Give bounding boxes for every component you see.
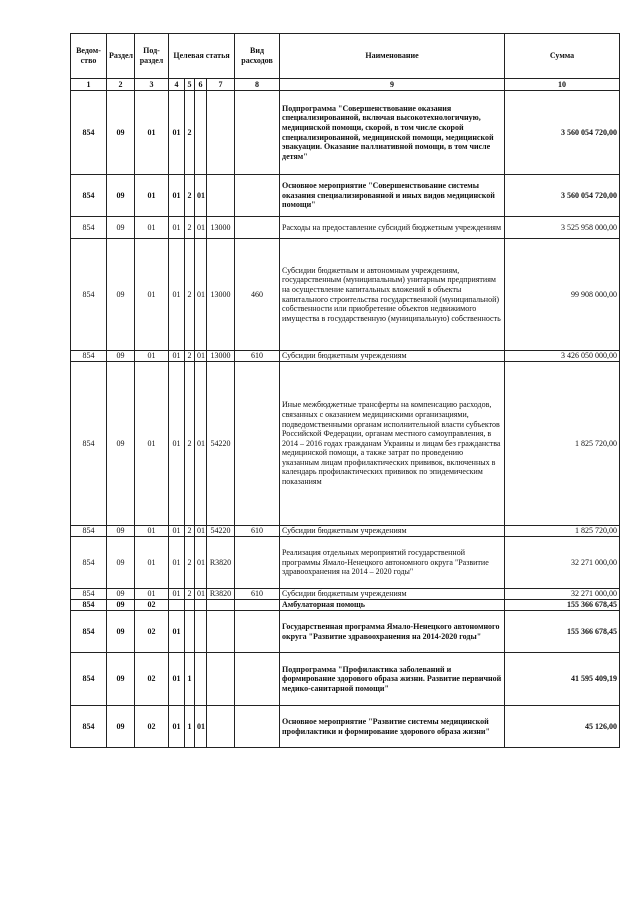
column-number-cell: 5 xyxy=(185,79,195,91)
column-number-cell: 9 xyxy=(280,79,505,91)
target-code-part3-cell: 01 xyxy=(195,706,207,748)
target-code-part3-cell xyxy=(195,600,207,611)
podrazdel-cell: 01 xyxy=(135,91,169,175)
table-row xyxy=(71,706,620,748)
vedomstvo-cell: 854 xyxy=(71,351,107,362)
target-code-part3-cell xyxy=(195,611,207,653)
vedomstvo-cell: 854 xyxy=(71,91,107,175)
razdel-cell: 09 xyxy=(107,362,135,526)
vedomstvo-cell: 854 xyxy=(71,589,107,600)
vedomstvo-cell: 854 xyxy=(71,537,107,589)
target-code-part1-cell: 01 xyxy=(169,706,185,748)
target-code-part4-cell xyxy=(207,600,235,611)
column-number-cell: 2 xyxy=(107,79,135,91)
razdel-cell: 09 xyxy=(107,537,135,589)
target-code-part1-cell: 01 xyxy=(169,351,185,362)
header-row xyxy=(71,34,620,79)
summa-cell: 155 366 678,45 xyxy=(505,600,620,611)
vedomstvo-cell: 854 xyxy=(71,239,107,351)
column-numbers-row xyxy=(71,79,620,91)
podrazdel-cell: 02 xyxy=(135,706,169,748)
table-body xyxy=(71,91,620,748)
razdel-cell: 09 xyxy=(107,526,135,537)
target-code-part2-cell: 2 xyxy=(185,362,195,526)
target-code-part4-cell xyxy=(207,611,235,653)
razdel-cell: 09 xyxy=(107,589,135,600)
summa-cell: 3 525 958 000,00 xyxy=(505,217,620,239)
target-code-part4-cell: 54220 xyxy=(207,362,235,526)
target-code-part2-cell: 2 xyxy=(185,351,195,362)
target-code-part4-cell: 13000 xyxy=(207,239,235,351)
razdel-cell: 09 xyxy=(107,175,135,217)
header-summa: Сумма xyxy=(505,34,620,79)
target-code-part3-cell xyxy=(195,91,207,175)
target-code-part2-cell: 2 xyxy=(185,239,195,351)
target-code-part4-cell xyxy=(207,175,235,217)
target-code-part3-cell: 01 xyxy=(195,537,207,589)
header-vid-rashodov: Вид расходов xyxy=(235,34,280,79)
target-code-part3-cell xyxy=(195,653,207,706)
summa-cell: 155 366 678,45 xyxy=(505,611,620,653)
column-number-cell: 3 xyxy=(135,79,169,91)
target-code-part4-cell xyxy=(207,653,235,706)
budget-table xyxy=(70,33,620,748)
podrazdel-cell: 01 xyxy=(135,589,169,600)
summa-cell: 3 560 054 720,00 xyxy=(505,91,620,175)
table-row xyxy=(71,653,620,706)
target-code-part4-cell: 54220 xyxy=(207,526,235,537)
razdel-cell: 09 xyxy=(107,351,135,362)
target-code-part3-cell: 01 xyxy=(195,589,207,600)
target-code-part1-cell: 01 xyxy=(169,362,185,526)
naimenovanie-cell: Реализация отдельных мероприятий государственной программы Ямало-Ненецкого автономного округа "Развитие здравоохранения на 2014 – 2020 годы" xyxy=(280,537,505,589)
vedomstvo-cell: 854 xyxy=(71,653,107,706)
target-code-part2-cell: 1 xyxy=(185,706,195,748)
table-row xyxy=(71,175,620,217)
naimenovanie-cell: Подпрограмма "Совершенствование оказания специализированной, включая высокотехнологичную, медицинской помощи, скорой, в том числе скорой специализированной, медицинской помощи, медицинской эвакуации. Оказание паллиативной помощи, в том числе детям" xyxy=(280,91,505,175)
target-code-part4-cell: 13000 xyxy=(207,217,235,239)
naimenovanie-cell: Субсидии бюджетным учреждениям xyxy=(280,589,505,600)
header-podrazdel: Под-раздел xyxy=(135,34,169,79)
vid-rashodov-cell xyxy=(235,537,280,589)
target-code-part4-cell: R3820 xyxy=(207,537,235,589)
target-code-part2-cell xyxy=(185,600,195,611)
razdel-cell: 09 xyxy=(107,217,135,239)
table-row xyxy=(71,351,620,362)
vid-rashodov-cell xyxy=(235,653,280,706)
summa-cell: 3 426 050 000,00 xyxy=(505,351,620,362)
podrazdel-cell: 01 xyxy=(135,239,169,351)
target-code-part2-cell: 2 xyxy=(185,91,195,175)
vedomstvo-cell: 854 xyxy=(71,706,107,748)
razdel-cell: 09 xyxy=(107,600,135,611)
podrazdel-cell: 01 xyxy=(135,537,169,589)
podrazdel-cell: 02 xyxy=(135,611,169,653)
summa-cell: 3 560 054 720,00 xyxy=(505,175,620,217)
table-row xyxy=(71,537,620,589)
target-code-part2-cell: 2 xyxy=(185,537,195,589)
razdel-cell: 09 xyxy=(107,611,135,653)
vid-rashodov-cell xyxy=(235,706,280,748)
target-code-part3-cell: 01 xyxy=(195,526,207,537)
target-code-part1-cell: 01 xyxy=(169,175,185,217)
vedomstvo-cell: 854 xyxy=(71,362,107,526)
column-number-cell: 8 xyxy=(235,79,280,91)
header-naimenovanie: Наименование xyxy=(280,34,505,79)
vid-rashodov-cell xyxy=(235,175,280,217)
naimenovanie-cell: Субсидии бюджетным учреждениям xyxy=(280,351,505,362)
vid-rashodov-cell xyxy=(235,611,280,653)
vid-rashodov-cell: 610 xyxy=(235,526,280,537)
summa-cell: 45 126,00 xyxy=(505,706,620,748)
naimenovanie-cell: Государственная программа Ямало-Ненецкого автономного округа "Развитие здравоохранения на 2014-2020 годы" xyxy=(280,611,505,653)
podrazdel-cell: 01 xyxy=(135,175,169,217)
summa-cell: 32 271 000,00 xyxy=(505,537,620,589)
summa-cell: 1 825 720,00 xyxy=(505,362,620,526)
vedomstvo-cell: 854 xyxy=(71,526,107,537)
vedomstvo-cell: 854 xyxy=(71,600,107,611)
naimenovanie-cell: Расходы на предоставление субсидий бюджетным учреждениям xyxy=(280,217,505,239)
razdel-cell: 09 xyxy=(107,91,135,175)
target-code-part1-cell: 01 xyxy=(169,653,185,706)
table-row xyxy=(71,589,620,600)
naimenovanie-cell: Иные межбюджетные трансферты на компенсацию расходов, связанных с оказанием медицинскими организациями, подведомственными органам исполнительной власти субъектов Российской Федерации, органам местного самоуправления, в 2014 – 2016 годах гражданам Украины и лицам без гражданства медицинской помощи, а также затрат по проведению указанным лицам профилактических прививок, включенных в календарь профилактических прививок по эпидемическим показаниям xyxy=(280,362,505,526)
table-row xyxy=(71,611,620,653)
summa-cell: 1 825 720,00 xyxy=(505,526,620,537)
column-number-cell: 7 xyxy=(207,79,235,91)
column-number-cell: 1 xyxy=(71,79,107,91)
target-code-part1-cell: 01 xyxy=(169,526,185,537)
table-row xyxy=(71,217,620,239)
vid-rashodov-cell: 610 xyxy=(235,351,280,362)
table-row xyxy=(71,239,620,351)
table-row xyxy=(71,600,620,611)
naimenovanie-cell: Субсидии бюджетным учреждениям xyxy=(280,526,505,537)
vid-rashodov-cell: 460 xyxy=(235,239,280,351)
target-code-part1-cell: 01 xyxy=(169,239,185,351)
target-code-part4-cell xyxy=(207,91,235,175)
naimenovanie-cell: Основное мероприятие "Развитие системы медицинской профилактики и формирование здорового образа жизни" xyxy=(280,706,505,748)
razdel-cell: 09 xyxy=(107,706,135,748)
target-code-part3-cell: 01 xyxy=(195,239,207,351)
vid-rashodov-cell xyxy=(235,91,280,175)
target-code-part3-cell: 01 xyxy=(195,217,207,239)
vid-rashodov-cell xyxy=(235,362,280,526)
podrazdel-cell: 01 xyxy=(135,362,169,526)
target-code-part2-cell: 2 xyxy=(185,526,195,537)
target-code-part1-cell xyxy=(169,600,185,611)
target-code-part3-cell: 01 xyxy=(195,175,207,217)
column-number-cell: 6 xyxy=(195,79,207,91)
target-code-part1-cell: 01 xyxy=(169,217,185,239)
razdel-cell: 09 xyxy=(107,653,135,706)
target-code-part2-cell: 2 xyxy=(185,589,195,600)
target-code-part4-cell: R3820 xyxy=(207,589,235,600)
target-code-part2-cell: 2 xyxy=(185,175,195,217)
target-code-part3-cell: 01 xyxy=(195,351,207,362)
podrazdel-cell: 02 xyxy=(135,600,169,611)
table-row xyxy=(71,91,620,175)
target-code-part1-cell: 01 xyxy=(169,589,185,600)
header-celevaya-statya: Целевая статья xyxy=(169,34,235,79)
vid-rashodov-cell: 610 xyxy=(235,589,280,600)
target-code-part2-cell: 2 xyxy=(185,217,195,239)
naimenovanie-cell: Подпрограмма "Профилактика заболеваний и формирование здорового образа жизни. Развитие первичной медико-санитарной помощи" xyxy=(280,653,505,706)
summa-cell: 41 595 409,19 xyxy=(505,653,620,706)
vedomstvo-cell: 854 xyxy=(71,611,107,653)
naimenovanie-cell: Основное мероприятие "Совершенствование системы оказания специализированной и иных видов медицинской помощи" xyxy=(280,175,505,217)
vid-rashodov-cell xyxy=(235,600,280,611)
vid-rashodov-cell xyxy=(235,217,280,239)
podrazdel-cell: 02 xyxy=(135,653,169,706)
vedomstvo-cell: 854 xyxy=(71,217,107,239)
column-number-cell: 4 xyxy=(169,79,185,91)
summa-cell: 99 908 000,00 xyxy=(505,239,620,351)
podrazdel-cell: 01 xyxy=(135,217,169,239)
target-code-part1-cell: 01 xyxy=(169,611,185,653)
target-code-part2-cell: 1 xyxy=(185,653,195,706)
summa-cell: 32 271 000,00 xyxy=(505,589,620,600)
naimenovanie-cell: Амбулаторная помощь xyxy=(280,600,505,611)
header-vedomstvo: Ведом-ство xyxy=(71,34,107,79)
target-code-part1-cell: 01 xyxy=(169,537,185,589)
razdel-cell: 09 xyxy=(107,239,135,351)
target-code-part3-cell: 01 xyxy=(195,362,207,526)
header-razdel: Раздел xyxy=(107,34,135,79)
column-number-cell: 10 xyxy=(505,79,620,91)
target-code-part4-cell: 13000 xyxy=(207,351,235,362)
table-row xyxy=(71,526,620,537)
podrazdel-cell: 01 xyxy=(135,351,169,362)
target-code-part4-cell xyxy=(207,706,235,748)
target-code-part2-cell xyxy=(185,611,195,653)
table-row xyxy=(71,362,620,526)
vedomstvo-cell: 854 xyxy=(71,175,107,217)
target-code-part1-cell: 01 xyxy=(169,91,185,175)
podrazdel-cell: 01 xyxy=(135,526,169,537)
naimenovanie-cell: Субсидии бюджетным и автономным учреждениям, государственным (муниципальным) унитарным предприятиям на осуществление капитальных вложений в объекты капитального строительства государственной (муниципальной) собственности или приобретение объектов недвижимого имущества в государственную (муниципальную) собственность xyxy=(280,239,505,351)
